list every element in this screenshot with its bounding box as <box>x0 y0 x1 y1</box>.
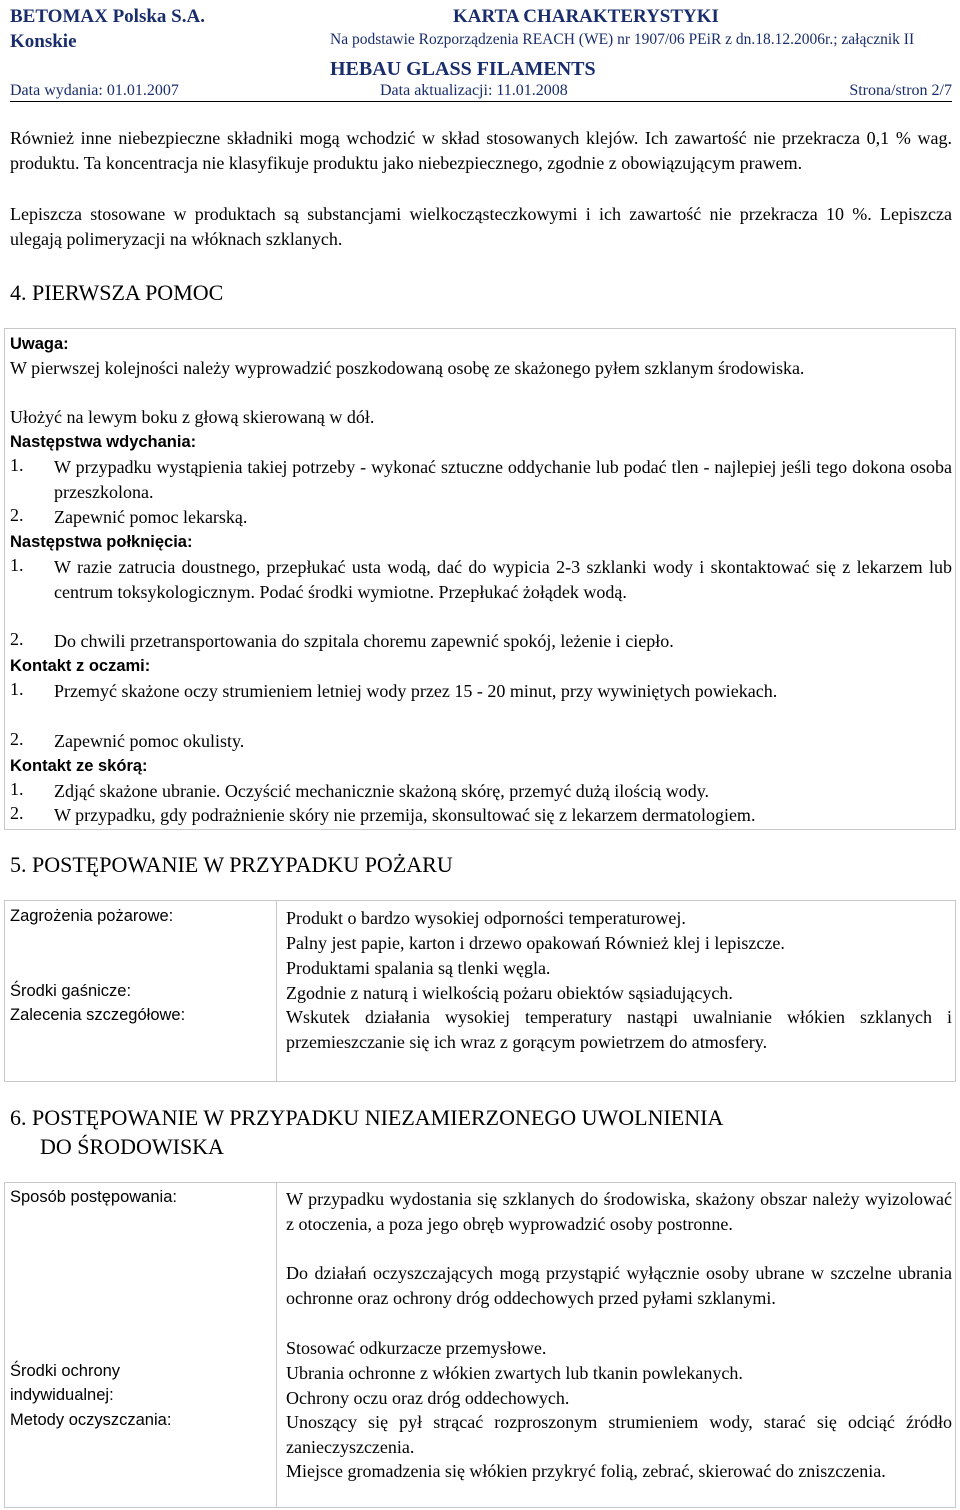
cleanup-methods-label: Metody oczyszczania: <box>10 1411 172 1429</box>
document-title: KARTA CHARAKTERYSTYKI <box>453 6 719 27</box>
inhalation-label: Następstwa wdychania: <box>10 433 197 451</box>
product-name: HEBAU GLASS FILAMENTS <box>330 58 596 80</box>
special-recommendations-label: Zalecenia szczegółowe: <box>10 1006 186 1024</box>
release-table-divider <box>276 1182 277 1508</box>
inhalation-num-2: 2. <box>10 505 24 525</box>
ingestion-step-1: W razie zatrucia doustnego, przepłukać usta wodą, dać do wypicia 2-3 szklanki wody i skontaktować się z lekarzem lub centrum toksykologicznym. Podać środki wymiotne. Przepłukać żołądek wodą. <box>54 557 952 602</box>
ingestion-num-2: 2. <box>10 629 24 649</box>
section-6-title-line-2: DO ŚRODOWISKA <box>40 1134 224 1159</box>
fire-table-divider <box>276 900 277 1082</box>
section-4-title: 4. PIERWSZA POMOC <box>10 280 224 305</box>
note-label: Uwaga: <box>10 335 69 353</box>
section-5-title: 5. POSTĘPOWANIE W PRZYPADKU POŻARU <box>10 852 453 877</box>
procedure-paragraph-3: Stosować odkurzacze przemysłowe. <box>286 1338 547 1358</box>
ingestion-num-1: 1. <box>10 555 24 575</box>
inhalation-step-1: W przypadku wystąpienia takiej potrzeby - wykonać sztuczne oddychanie lub podać tlen - najlepiej jeśli tego dokona osoba przeszkolona. <box>54 457 952 502</box>
skin-contact-step-1: Zdjąć skażone ubranie. Oczyścić mechanicznie skażoną skórę, przemyć dużą ilością wody. <box>54 781 710 801</box>
cleanup-paragraph-1: Unoszący się pył strącać rozproszonym strumieniem wody, starać się odciąć źródło zanieczyszczenia. <box>286 1412 952 1457</box>
fire-hazard-line-1: Produkt o bardzo wysokiej odporności temperaturowej. <box>286 908 686 928</box>
company-name: BETOMAX Polska S.A. <box>10 6 205 27</box>
update-date: Data aktualizacji: 11.01.2008 <box>380 82 568 99</box>
eye-contact-step-2: Zapewnić pomoc okulisty. <box>54 731 245 751</box>
fire-hazard-label: Zagrożenia pożarowe: <box>10 907 174 925</box>
procedure-paragraph-2: Do działań oczyszczających mogą przystąpić wyłącznie osoby ubrane w szczelne ubrania ochronne oraz ochrony dróg oddechowych przed pyłami szklanymi. <box>286 1263 952 1308</box>
intro-paragraph-1: Również inne niebezpieczne składniki mogą wchodzić w skład stosowanych klejów. Ich zawartość nie przekracza 0,1 % wag. produktu. Ta koncentracja nie klasyfikuje produktu jako niebezpiecznego, zgodnie z obowiązującym prawem. <box>10 128 952 173</box>
ppe-line-2: Ochrony oczu oraz dróg oddechowych. <box>286 1388 570 1408</box>
company-city: Konskie <box>10 31 77 52</box>
ppe-label-line-2: indywidualnej: <box>10 1386 114 1404</box>
skin-contact-num-1: 1. <box>10 779 24 799</box>
procedure-paragraph-1: W przypadku wydostania się szklanych do środowiska, skażony obszar należy wyizolować z otoczenia, a poza jego obręb wyprowadzić osoby postronne. <box>286 1189 952 1234</box>
header-meta-row <box>10 82 952 102</box>
extinguishing-media-text: Zgodnie z naturą i wielkością pożaru obiektów sąsiadujących. <box>286 983 733 1003</box>
ingestion-label: Następstwa połknięcia: <box>10 533 193 551</box>
regulation-reference: Na podstawie Rozporządzenia REACH (WE) nr 1907/06 PEiR z dn.18.12.2006r.; załącznik II <box>330 31 915 48</box>
skin-contact-num-2: 2. <box>10 803 24 823</box>
note-text-2: Ułożyć na lewym boku z głową skierowaną w dół. <box>10 407 375 427</box>
eye-contact-num-2: 2. <box>10 729 24 749</box>
page-number: Strona/stron 2/7 <box>849 82 952 99</box>
cleanup-paragraph-2: Miejsce gromadzenia się włókien przykryć folią, zebrać, skierować do zniszczenia. <box>286 1461 886 1481</box>
inhalation-step-2: Zapewnić pomoc lekarską. <box>54 507 248 527</box>
eye-contact-step-1: Przemyć skażone oczy strumieniem letniej wody przez 15 - 20 minut, przy wywiniętych powiekach. <box>54 681 778 701</box>
fire-hazard-line-3: Produktami spalania są tlenki węgla. <box>286 958 551 978</box>
issue-date: Data wydania: 01.01.2007 <box>10 82 179 99</box>
note-text: W pierwszej kolejności należy wyprowadzić poszkodowaną osobę ze skażonego pyłem szklanym środowiska. <box>10 358 805 378</box>
header-divider <box>10 101 952 102</box>
ingestion-step-2: Do chwili przetransportowania do szpitala choremu zapewnić spokój, leżenie i ciepło. <box>54 631 674 651</box>
fire-hazard-line-2: Palny jest papie, karton i drzewo opakowań Również klej i lepiszcze. <box>286 933 785 953</box>
section-6-title-line-1: 6. POSTĘPOWANIE W PRZYPADKU NIEZAMIERZONEGO UWOLNIENIA <box>10 1105 724 1130</box>
eye-contact-num-1: 1. <box>10 679 24 699</box>
eye-contact-label: Kontakt z oczami: <box>10 657 151 675</box>
intro-paragraph-2: Lepiszcza stosowane w produktach są substancjami wielkocząsteczkowymi i ich zawartość nie przekracza 10 %. Lepiszcza ulegają polimeryzacji na włóknach szklanych. <box>10 204 952 249</box>
document-header <box>0 0 960 110</box>
special-recommendations-text: Wskutek działania wysokiej temperatury nastąpi uwalnianie włókien szklanych i przemieszczanie się ich wraz z gorącym powietrzem do atmosfery. <box>286 1007 952 1052</box>
skin-contact-label: Kontakt ze skórą: <box>10 757 148 775</box>
extinguishing-media-label: Środki gaśnicze: <box>10 982 132 1000</box>
inhalation-num-1: 1. <box>10 455 24 475</box>
ppe-line-1: Ubrania ochronne z włókien zwartych lub tkanin powlekanych. <box>286 1363 743 1383</box>
procedure-label: Sposób postępowania: <box>10 1188 177 1206</box>
skin-contact-step-2: W przypadku, gdy podrażnienie skóry nie przemija, skonsultować się z lekarzem dermatologiem. <box>54 805 756 825</box>
ppe-label-line-1: Środki ochrony <box>10 1362 121 1380</box>
